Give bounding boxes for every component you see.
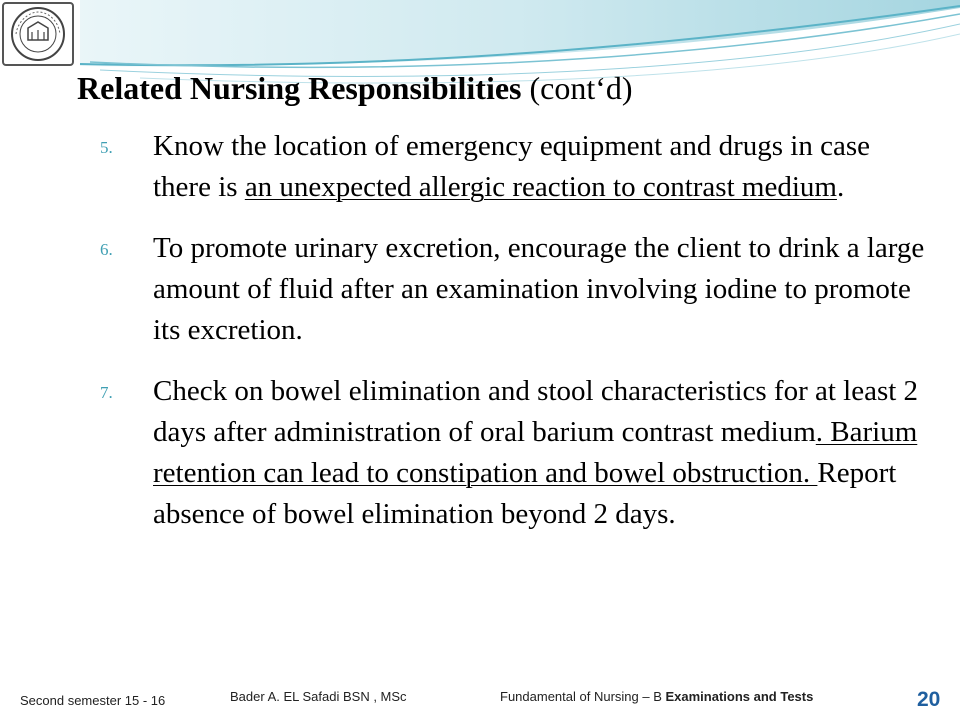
footer-course — [500, 689, 813, 704]
slide-title-main: Related Nursing Responsibilities — [77, 70, 522, 106]
university-logo — [2, 2, 74, 66]
list-item-text — [153, 371, 930, 535]
slide-title — [77, 68, 947, 108]
list-item-number: 6. — [100, 240, 113, 259]
footer-course-topic: Examinations and Tests — [665, 689, 814, 704]
list-item-number: 7. — [100, 383, 113, 402]
page-number: 20 — [917, 688, 941, 711]
text-segment: Check on bowel elimination and stool characteristics for at least 2 days after administration of oral barium contrast medium — [153, 375, 919, 448]
numbered-list — [100, 126, 930, 555]
list-item-number: 5. — [100, 138, 113, 157]
text-segment: . — [836, 171, 845, 203]
text-segment: Report absence of bowel elimination beyond 2 days. — [153, 457, 897, 530]
list-item — [100, 371, 930, 535]
list-item — [100, 126, 930, 208]
underlined-text-segment: an unexpected allergic reaction to contrast medium — [244, 171, 837, 203]
list-item — [100, 228, 930, 351]
list-item-text — [153, 126, 930, 208]
underlined-text-segment: . Barium retention can lead to constipation and bowel obstruction. — [153, 416, 918, 489]
slide-title-suffix: (cont‘d) — [521, 70, 633, 106]
list-item-text — [153, 228, 930, 351]
slide-footer — [0, 689, 960, 715]
footer-author: Bader A. EL Safadi BSN , MSc — [230, 689, 407, 704]
footer-course-name: Fundamental of Nursing – B — [500, 689, 666, 704]
text-segment: To promote urinary excretion, encourage the client to drink a large amount of fluid after an examination involving iodine to promote its excretion. — [153, 232, 925, 346]
footer-semester: Second semester 15 - 16 — [20, 693, 166, 708]
text-segment: Know the location of emergency equipment and drugs in case there is — [153, 130, 870, 203]
